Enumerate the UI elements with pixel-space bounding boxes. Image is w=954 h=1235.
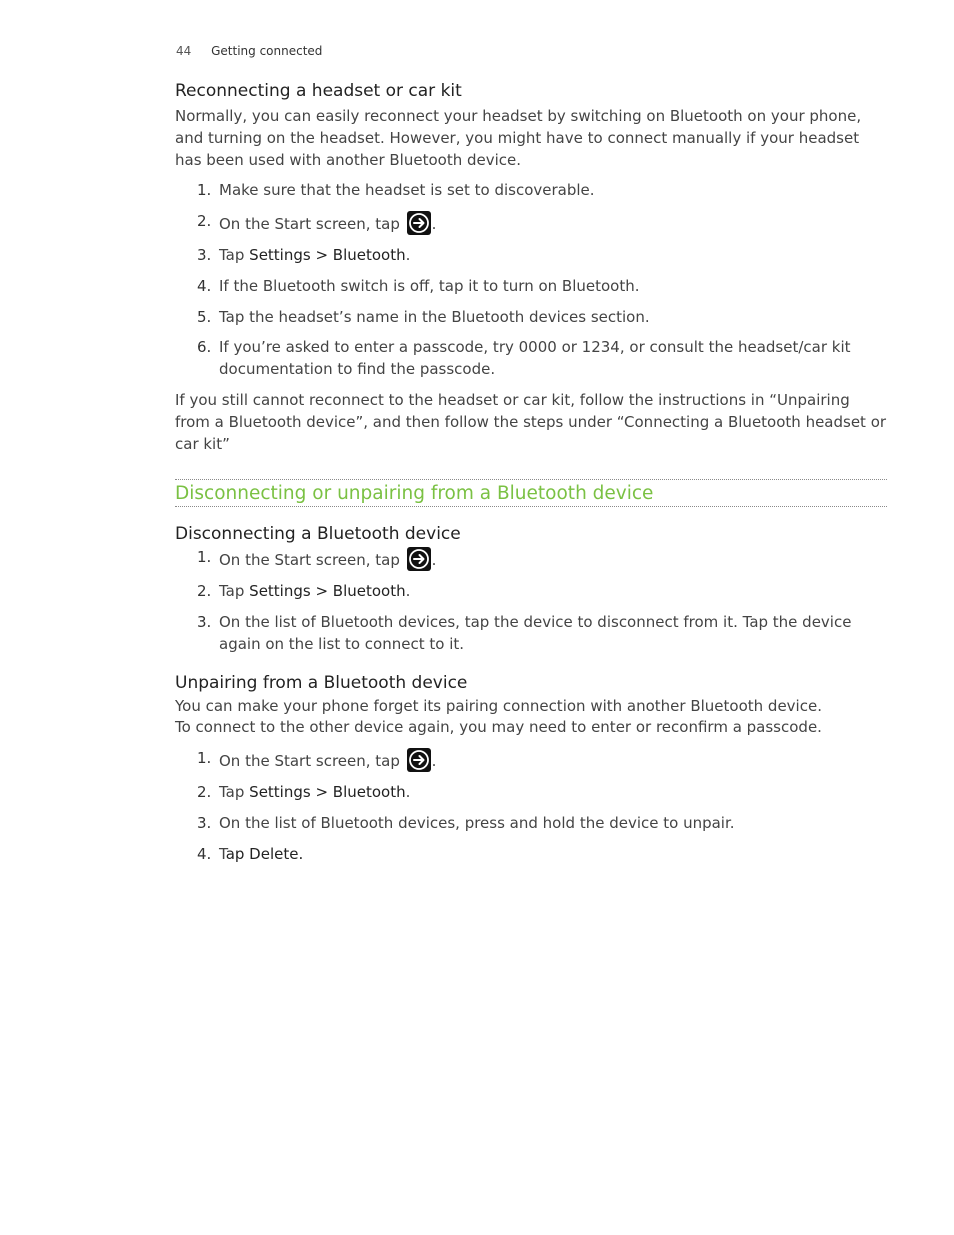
step-text: Make sure that the headset is set to discoverable. — [219, 181, 595, 200]
page-content — [175, 78, 887, 865]
step-suffix: . — [405, 582, 411, 601]
step-text: Tap the headset’s name in the Bluetooth devices section. — [219, 307, 650, 326]
reconnect-step-2 — [175, 211, 887, 236]
step-number: 5. — [197, 307, 212, 326]
step-text: On the Start screen, tap — [219, 752, 405, 771]
step-number: 4. — [197, 844, 212, 863]
section-heading-rule — [175, 479, 887, 507]
arrow-right-circle-icon — [407, 547, 431, 571]
page-number: 44 — [176, 44, 192, 58]
reconnect-intro: Normally, you can easily reconnect your headset by switching on Bluetooth on your phone, and turning on the headset. However, you might have to connect manually if your headset has been used with another Bluetooth device. — [175, 107, 862, 169]
step-text: If the Bluetooth switch is off, tap it to turn on Bluetooth. — [219, 276, 640, 295]
step-number: 3. — [197, 612, 212, 631]
step-number: 3. — [197, 813, 212, 832]
unpair-step-4 — [175, 844, 887, 866]
step-text: On the list of Bluetooth devices, press and hold the device to unpair. — [219, 813, 735, 832]
step-number: 1. — [197, 181, 212, 200]
step-text: Tap — [219, 782, 250, 801]
step-text: Tap — [219, 245, 250, 264]
step-number: 2. — [197, 582, 212, 601]
disconnect-step-1 — [175, 547, 887, 572]
step-text: On the Start screen, tap — [219, 551, 405, 570]
disconnect-heading: Disconnecting a Bluetooth device — [175, 524, 461, 545]
disconnect-step-2 — [175, 581, 887, 603]
step-text: If you’re asked to enter a passcode, try 0000 or 1234, or consult the headset/car kit documentation to find the passcode. — [219, 338, 851, 379]
reconnect-step-3 — [175, 245, 887, 267]
unpair-step-3 — [175, 813, 887, 835]
step-number: 2. — [197, 212, 212, 231]
unpair-intro-line-2: To connect to the other device again, you may need to enter or reconfirm a passcode. — [175, 718, 822, 737]
unpair-step-2 — [175, 782, 887, 804]
settings-bluetooth-term: Settings > Bluetooth — [249, 245, 406, 264]
settings-bluetooth-term: Settings > Bluetooth — [249, 582, 406, 601]
step-number: 1. — [197, 749, 212, 768]
reconnect-outro: If you still cannot reconnect to the headset or car kit, follow the instructions in “Unpairing from a Bluetooth device”, and then follow the steps under “Connecting a Bluetooth headset or car kit” — [175, 390, 887, 453]
chapter-title: Getting connected — [211, 44, 323, 58]
step-number: 2. — [197, 782, 212, 801]
disconnect-steps — [175, 547, 887, 655]
disconnect-step-3 — [175, 612, 887, 656]
step-suffix: . — [431, 215, 437, 234]
step-number: 1. — [197, 548, 212, 567]
settings-bluetooth-term: Settings > Bluetooth — [249, 782, 406, 801]
running-header — [176, 44, 322, 58]
step-text: On the Start screen, tap — [219, 215, 405, 234]
unpair-intro-line-1: You can make your phone forget its pairing connection with another Bluetooth device. — [175, 696, 822, 715]
step-number: 4. — [197, 276, 212, 295]
step-text: T — [219, 844, 226, 863]
reconnect-step-5 — [175, 307, 887, 329]
reconnect-step-6 — [175, 337, 887, 381]
delete-term: ap Delete. — [225, 844, 304, 863]
reconnect-step-1 — [175, 180, 887, 202]
step-number: 6. — [197, 338, 212, 357]
section-heading: Disconnecting or unpairing from a Bluetooth device — [175, 483, 654, 505]
unpair-heading: Unpairing from a Bluetooth device — [175, 672, 468, 693]
step-suffix: . — [405, 245, 411, 264]
step-suffix: . — [431, 752, 437, 771]
step-text: On the list of Bluetooth devices, tap the device to disconnect from it. Tap the device again on the list to connect to it. — [219, 612, 852, 653]
reconnect-step-4 — [175, 276, 887, 298]
step-number: 3. — [197, 245, 212, 264]
step-suffix: . — [405, 782, 411, 801]
step-text: Tap — [219, 582, 250, 601]
arrow-right-circle-icon — [407, 748, 431, 772]
unpair-steps — [175, 748, 887, 865]
arrow-right-circle-icon — [407, 211, 431, 235]
reconnect-heading: Reconnecting a headset or car kit — [175, 81, 462, 101]
reconnect-steps — [175, 180, 887, 381]
step-suffix: . — [431, 551, 437, 570]
unpair-step-1 — [175, 748, 887, 773]
